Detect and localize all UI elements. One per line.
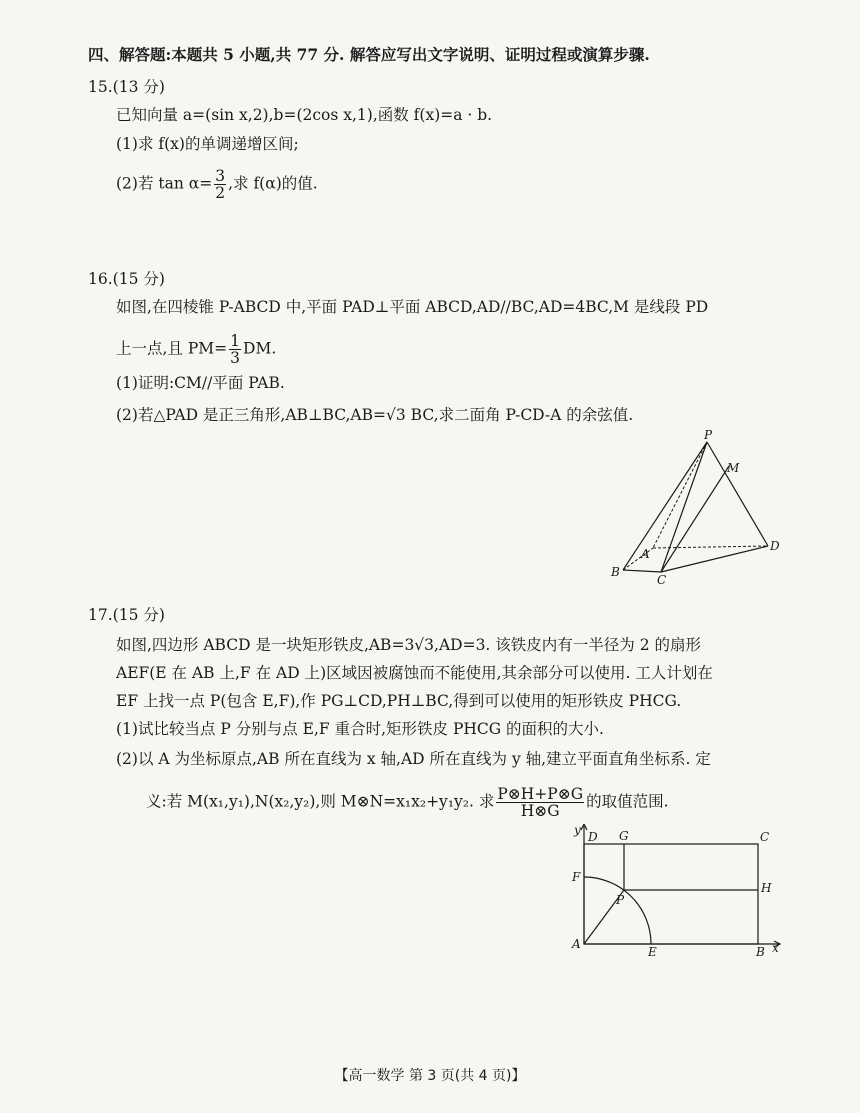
q17-fraction-denominator: H⊗G (520, 802, 560, 820)
q16-line2-prefix: 上一点,且 PM= (116, 339, 228, 358)
label-a: A (641, 547, 650, 561)
label-y: y (574, 824, 581, 837)
label-x: x (772, 941, 779, 955)
label-p: P (616, 893, 625, 907)
q17-score: (15 分) (112, 606, 165, 624)
q15-heading (88, 76, 165, 98)
q15-fraction (214, 168, 226, 201)
q16-line1: 如图,在四棱锥 P-ABCD 中,平面 PAD⊥平面 ABCD,AD//BC,AD=4BC,M 是线段 PD (116, 298, 709, 316)
q17-line2: AEF(E 在 AB 上,F 在 AD 上)区域因被腐蚀而不能使用,其余部分可以使用. 工人计划在 (116, 664, 713, 682)
rectangle-lines (581, 824, 780, 947)
q17-definition-suffix: 的取值范围. (586, 792, 669, 811)
q16-fraction-numerator: 1 (230, 332, 241, 350)
q17-part2: (2)以 A 为坐标原点,AB 所在直线为 x 轴,AD 所在直线为 y 轴,建立平面直角坐标系. 定 (116, 750, 711, 768)
q17-line3: EF 上找一点 P(包含 E,F),作 PG⊥CD,PH⊥BC,得到可以使用的矩形铁皮 PHCG. (116, 692, 682, 710)
q17-fraction (496, 786, 584, 819)
q16-fraction (229, 333, 241, 366)
q16-fraction-denominator: 3 (230, 349, 241, 367)
section-header: 四、解答题:本题共 5 小题,共 77 分. 解答应写出文字说明、证明过程或演算步骤. (88, 45, 650, 64)
label-c: C (760, 830, 770, 844)
q16-line2 (116, 333, 276, 366)
q15-number: 15. (88, 78, 113, 96)
edge-pb (623, 442, 707, 570)
arc-ef (584, 877, 651, 944)
label-e: E (648, 945, 657, 959)
q15-line1: 已知向量 a=(sin x,2),b=(2cos x,1),函数 f(x)=a · b. (116, 106, 493, 124)
q15-part2 (116, 168, 318, 201)
label-p: P (704, 428, 713, 442)
edge-pd (707, 442, 768, 546)
q17-definition (146, 786, 669, 819)
q15-fraction-denominator: 2 (215, 184, 226, 202)
page-footer: 【高一数学 第 3 页(共 4 页)】 (334, 1068, 526, 1084)
pyramid-figure (605, 428, 795, 588)
rectangle-figure (566, 824, 790, 964)
q16-part2: (2)若△PAD 是正三角形,AB⊥BC,AB=√3 BC,求二面角 P-CD-A 的余弦值. (116, 406, 634, 424)
q16-line2-suffix: DM. (243, 339, 277, 358)
edge-cd (661, 546, 768, 572)
q16-score: (15 分) (112, 270, 165, 288)
q17-heading (88, 604, 165, 626)
edge-bc (623, 570, 661, 572)
q17-fraction-numerator: P⊗H+P⊗G (497, 785, 584, 803)
q15-part1: (1)求 f(x)的单调递增区间; (116, 135, 299, 153)
label-f: F (572, 870, 581, 884)
label-b: B (611, 565, 620, 579)
q16-part1: (1)证明:CM//平面 PAB. (116, 374, 285, 392)
edge-cm (661, 466, 729, 572)
q17-line1: 如图,四边形 ABCD 是一块矩形铁皮,AB=3√3,AD=3. 该铁皮内有一半径为 2 的扇形 (116, 636, 702, 654)
edge-pa (653, 442, 707, 548)
label-h: H (761, 881, 772, 895)
label-g: G (619, 829, 629, 843)
label-b: B (756, 945, 765, 959)
rect-abcd (584, 844, 758, 944)
label-d: D (588, 830, 598, 844)
q17-part1: (1)试比较当点 P 分别与点 E,F 重合时,矩形铁皮 PHCG 的面积的大小. (116, 720, 604, 738)
q15-part2-suffix: ,求 f(α)的值. (228, 174, 318, 193)
q15-score: (13 分) (112, 78, 165, 96)
label-d: D (770, 539, 780, 553)
q15-part2-prefix: (2)若 tan α= (116, 174, 213, 193)
label-m: M (727, 461, 740, 475)
q16-heading (88, 268, 165, 290)
edge-pc (661, 442, 707, 572)
q16-number: 16. (88, 270, 113, 288)
q15-fraction-numerator: 3 (215, 167, 226, 185)
label-a: A (572, 937, 581, 951)
label-c: C (657, 573, 667, 587)
q17-definition-prefix: 义:若 M(x₁,y₁),N(x₂,y₂),则 M⊗N=x₁x₂+y₁y₂. 求 (146, 792, 495, 811)
q17-number: 17. (88, 606, 113, 624)
